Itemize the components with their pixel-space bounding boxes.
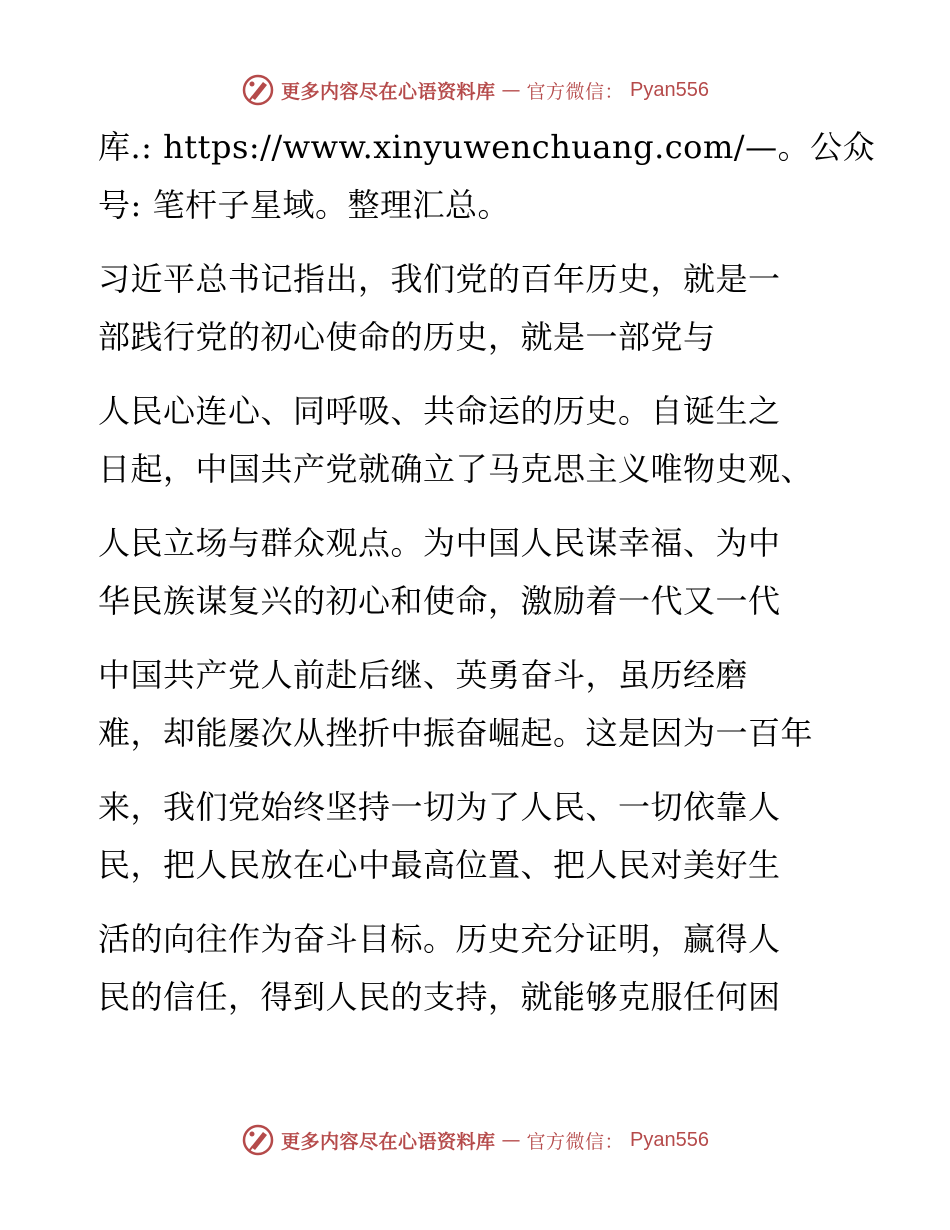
header-banner bbox=[0, 70, 950, 110]
body-line-10: 难，却能屡次从挫折中振奋崛起。这是因为一百年 bbox=[98, 714, 814, 752]
footer-wechat-label: 官方微信： bbox=[526, 1130, 625, 1153]
body-line-8: 华民族谋复兴的初心和使命，激励着一代又一代 bbox=[98, 582, 781, 620]
quill-pen-logo-icon bbox=[241, 73, 275, 107]
body-line-12: 民，把人民放在心中最高位置、把人民对美好生 bbox=[98, 846, 781, 884]
body-line-3: 习近平总书记指出，我们党的百年历史，就是一 bbox=[98, 260, 781, 298]
body-line-11: 来，我们党始终坚持一切为了人民、一切依靠人 bbox=[98, 788, 781, 826]
header-wechat-label: 官方微信： bbox=[526, 80, 625, 103]
body-line-5: 人民心连心、同呼吸、共命运的历史。自诞生之 bbox=[98, 392, 781, 430]
body-line-9: 中国共产党人前赴后继、英勇奋斗，虽历经磨 bbox=[98, 656, 749, 694]
body-line-2: 号: 笔杆子星域。整理汇总。 bbox=[98, 186, 510, 224]
body-line-14: 民的信任，得到人民的支持，就能够克服任何困 bbox=[98, 978, 781, 1016]
header-banner-content bbox=[241, 73, 709, 107]
body-line-6: 日起，中国共产党就确立了马克思主义唯物史观、 bbox=[98, 450, 814, 488]
header-site-text: 更多内容尽在心语资料库 bbox=[281, 80, 496, 103]
body-line-13: 活的向往作为奋斗目标。历史充分证明，赢得人 bbox=[98, 920, 781, 958]
header-wechat-id: Pyan556 bbox=[630, 78, 709, 101]
body-line-7: 人民立场与群众观点。为中国人民谋幸福、为中 bbox=[98, 524, 781, 562]
body-line-4: 部践行党的初心使命的历史，就是一部党与 bbox=[98, 318, 716, 356]
footer-wechat-id: Pyan556 bbox=[630, 1128, 709, 1151]
header-dash: — bbox=[501, 79, 521, 101]
footer-site-text: 更多内容尽在心语资料库 bbox=[281, 1130, 496, 1153]
quill-pen-logo-icon bbox=[241, 1123, 275, 1157]
footer-banner-content bbox=[241, 1123, 709, 1157]
footer-banner bbox=[0, 1120, 950, 1160]
body-line-1: 库.: https://www.xinyuwenchuang.com/—。公众 bbox=[98, 128, 876, 166]
footer-dash: — bbox=[501, 1129, 521, 1151]
